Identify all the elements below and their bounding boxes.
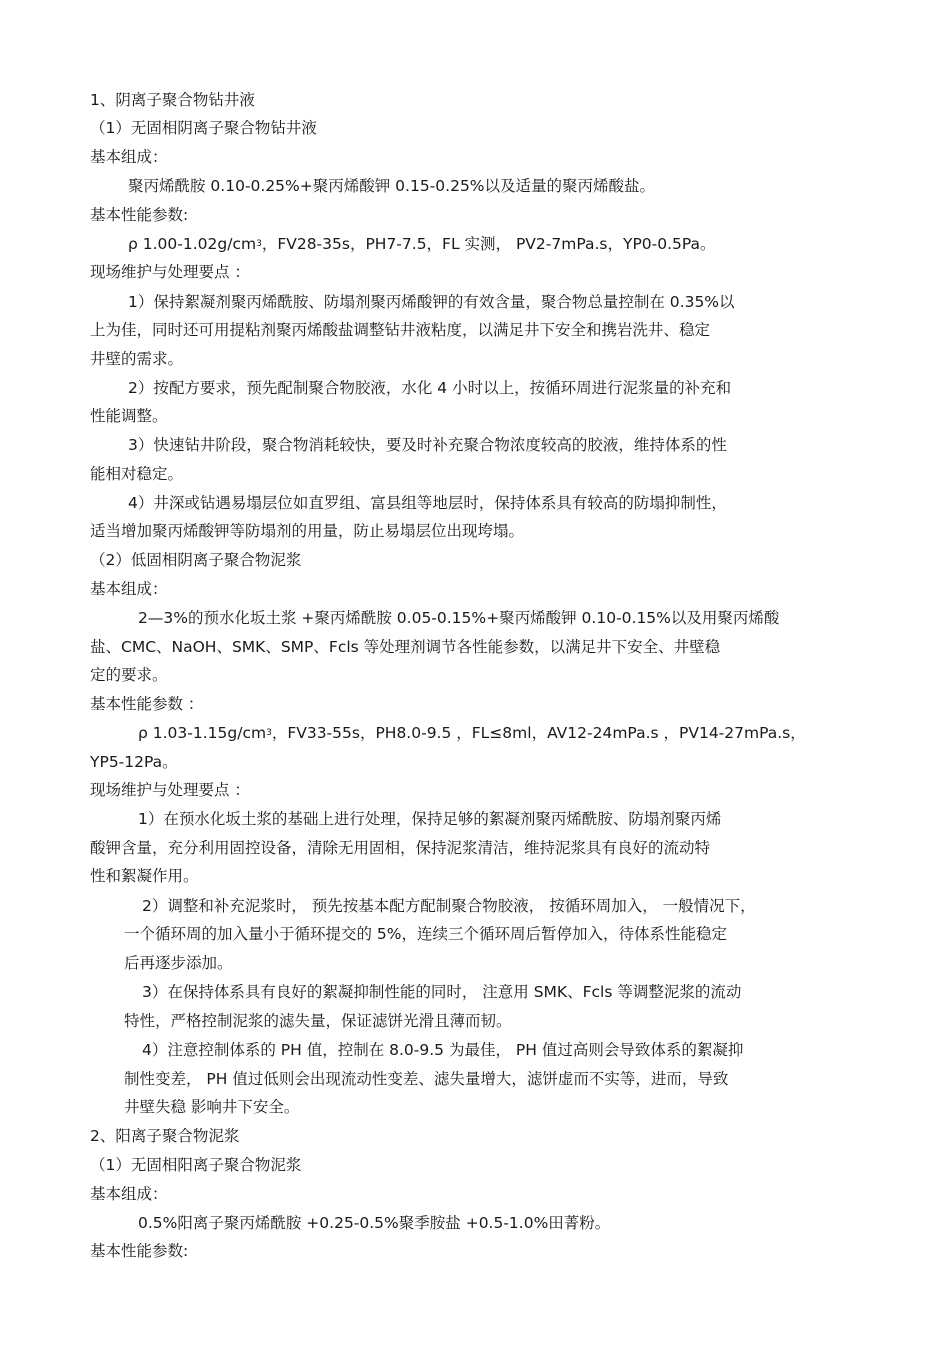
- paragraph-line: 3）快速钻井阶段，聚合物消耗较快，要及时补充聚合物浓度较高的胶液，维持体系的性: [128, 436, 727, 454]
- composition-text: 聚丙烯酰胺 0.10-0.25%+聚丙烯酸钾 0.15-0.25%以及适量的聚丙烯酸盐。: [128, 177, 656, 195]
- paragraph-line: 4）注意控制体系的 PH 值，控制在 8.0-9.5 为最佳， PH 值过高则会导致体系的絮凝抑: [142, 1041, 744, 1059]
- composition-label: 基本组成：: [90, 580, 168, 598]
- paragraph-line: 定的要求。: [90, 666, 168, 684]
- parameters-rest: ，FV28-35s，PH7-7.5，FL 实测， PV2-7mPa.s，YP0-0.5Pa。: [261, 235, 716, 253]
- paragraph-line: 2）按配方要求，预先配制聚合物胶液，水化 4 小时以上，按循环周进行泥浆量的补充和: [128, 379, 732, 397]
- paragraph-line: 井壁失稳 影响井下安全。: [124, 1098, 300, 1116]
- maintenance-label: 现场维护与处理要点 ：: [90, 263, 250, 281]
- paragraph-line: 酸钾含量，充分利用固控设备，清除无用固相，保持泥浆清洁，维持泥浆具有良好的流动特: [90, 839, 711, 857]
- superscript: 3: [266, 728, 272, 738]
- section-1-2-title: （2）低固相阴离子聚合物泥浆: [90, 551, 302, 569]
- parameters-label: 基本性能参数:: [90, 206, 189, 224]
- paragraph-line: 后再逐步添加。: [124, 954, 233, 972]
- parameters-label: 基本性能参数 ：: [90, 695, 204, 713]
- composition-text: 0.5%阳离子聚丙烯酰胺 +0.25-0.5%聚季胺盐 +0.5-1.0%田菁粉。: [138, 1214, 611, 1232]
- paragraph-line: 1）在预水化坂土浆的基础上进行处理，保持足够的絮凝剂聚丙烯酰胺、防塌剂聚丙烯: [138, 810, 722, 828]
- paragraph-line: 制性变差， PH 值过低则会出现流动性变差、滤失量增大，滤饼虚而不实等，进而，导致: [124, 1070, 729, 1088]
- section-1-title: 1、阴离子聚合物钻井液: [90, 91, 255, 109]
- parameters-text: [128, 234, 716, 254]
- paragraph-line: 盐、CMC、NaOH、SMK、SMP、Fcls 等处理剂调节各性能参数，以满足井下安全、井壁稳: [90, 638, 721, 656]
- composition-label: 基本组成：: [90, 1185, 168, 1203]
- section-2-1-title: （1）无固相阳离子聚合物泥浆: [90, 1156, 302, 1174]
- section-1-1-title: （1）无固相阴离子聚合物钻井液: [90, 119, 317, 137]
- parameters-rest: ，FV33-55s，PH8.0-9.5 ，FL≤8ml，AV12-24mPa.s ，PV14-27mPa.s，: [271, 724, 806, 742]
- paragraph-line: 性能调整。: [90, 407, 168, 425]
- parameters-line: YP5-12Pa。: [90, 753, 178, 771]
- paragraph-line: 适当增加聚丙烯酸钾等防塌剂的用量，防止易塌层位出现垮塌。: [90, 522, 525, 540]
- paragraph-line: 上为佳，同时还可用提粘剂聚丙烯酸盐调整钻井液粘度，以满足井下安全和携岩洗井、稳定: [90, 321, 711, 339]
- paragraph-line: 井壁的需求。: [90, 350, 184, 368]
- paragraph-line: 特性，严格控制泥浆的滤失量，保证滤饼光滑且薄而韧。: [124, 1012, 512, 1030]
- maintenance-label: 现场维护与处理要点 ：: [90, 781, 250, 799]
- parameters-density: ρ 1.00-1.02g/cm: [128, 235, 257, 253]
- paragraph-line: 一个循环周的加入量小于循环提交的 5%，连续三个循环周后暂停加入，待体系性能稳定: [124, 925, 728, 943]
- parameters-text: [138, 723, 806, 743]
- paragraph-line: 性和絮凝作用。: [90, 867, 199, 885]
- paragraph-line: 2—3%的预水化坂土浆 +聚丙烯酰胺 0.05-0.15%+聚丙烯酸钾 0.10-0.15%以及用聚丙烯酸: [138, 609, 780, 627]
- section-2-title: 2、阳离子聚合物泥浆: [90, 1127, 240, 1145]
- paragraph-line: 3）在保持体系具有良好的絮凝抑制性能的同时， 注意用 SMK、Fcls 等调整泥浆的流动: [142, 983, 742, 1001]
- composition-label: 基本组成：: [90, 148, 168, 166]
- paragraph-line: 4）井深或钻遇易塌层位如直罗组、富县组等地层时，保持体系具有较高的防塌抑制性，: [128, 494, 727, 512]
- parameters-density: ρ 1.03-1.15g/cm: [138, 724, 267, 742]
- paragraph-line: 1）保持絮凝剂聚丙烯酰胺、防塌剂聚丙烯酸钾的有效含量，聚合物总量控制在 0.35%以: [128, 293, 735, 311]
- superscript: 3: [256, 239, 262, 249]
- paragraph-line: 2）调整和补充泥浆时， 预先按基本配方配制聚合物胶液， 按循环周加入， 一般情况下，: [142, 897, 756, 915]
- parameters-label: 基本性能参数:: [90, 1242, 189, 1260]
- paragraph-line: 能相对稳定。: [90, 465, 184, 483]
